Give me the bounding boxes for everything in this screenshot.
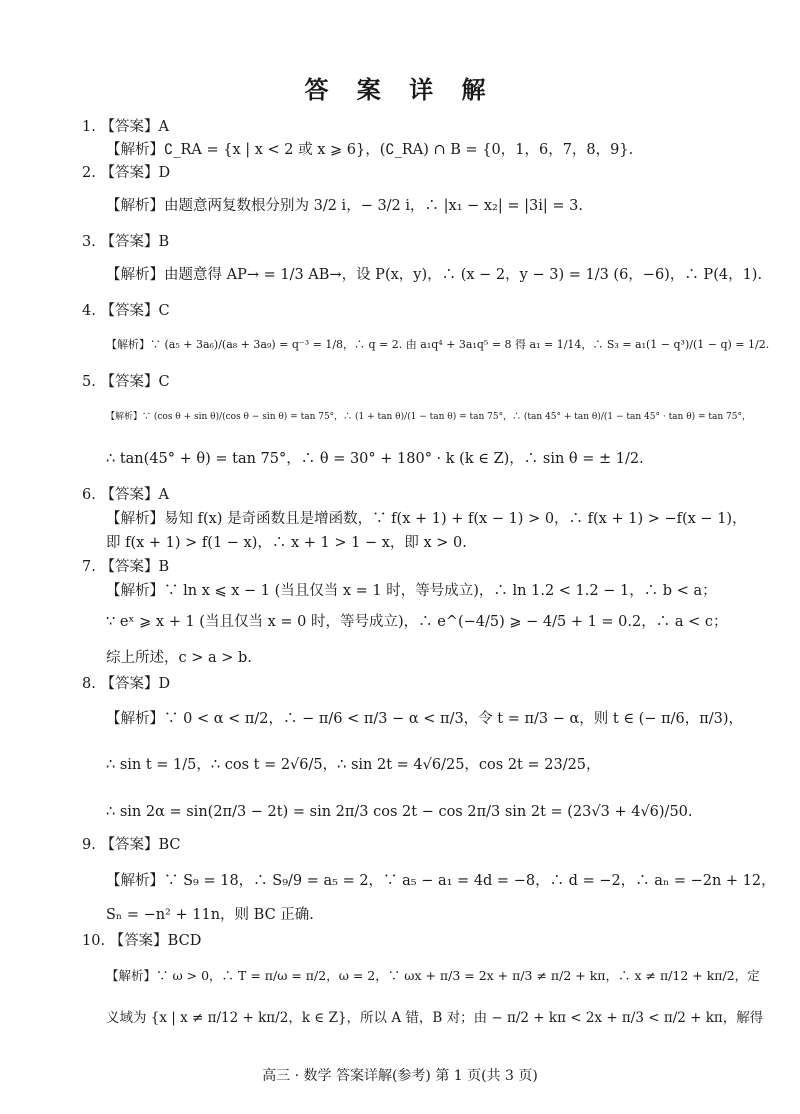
explanation-line: 【解析】∵ ln x ⩽ x − 1 (当且仅当 x = 1 时，等号成立)，∴ ln 1.2 < 1.2 − 1，∴ b < a； — [106, 583, 717, 599]
answer-line: 3. 【答案】B — [82, 234, 170, 250]
explanation-line: 【解析】由题意得 AP→ = 1/3 AB→，设 P(x，y)，∴ (x − 2，y − 3) = 1/3 (6，−6)，∴ P(4，1). — [106, 267, 763, 283]
explanation-line: 【解析】∵ (cos θ + sin θ)/(cos θ − sin θ) = tan 75°，∴ (1 + tan θ)/(1 − tan θ) = tan 75°，∴ (tan 45° + tan θ)/(1 − tan 45° · tan θ) = tan 75°， — [106, 412, 751, 422]
explanation-line: 【解析】由题意两复数根分别为 3/2 i，− 3/2 i，∴ |x₁ − x₂| = |3i| = 3. — [106, 198, 583, 214]
explanation-line: ∴ tan(45° + θ) = tan 75°，∴ θ = 30° + 180° · k (k ∈ Z)，∴ sin θ = ± 1/2. — [106, 451, 644, 467]
answer-line: 7. 【答案】B — [82, 559, 170, 575]
page-footer: 高三 · 数学 答案详解(参考) 第 1 页(共 3 页) — [262, 1068, 538, 1084]
answer-line: 4. 【答案】C — [82, 303, 170, 319]
explanation-line: 【解析】∵ 0 < α < π/2，∴ − π/6 < π/3 − α < π/3，令 t = π/3 − α，则 t ∈ (− π/6，π/3)， — [106, 711, 744, 727]
answer-line: 5. 【答案】C — [82, 374, 170, 390]
explanation-line: 【解析】∵ S₉ = 18，∴ S₉/9 = a₅ = 2，∵ a₅ − a₁ = 4d = −8，∴ d = −2，∴ aₙ = −2n + 12， — [106, 873, 776, 889]
page-title: 答 案 详 解 — [304, 76, 496, 104]
explanation-line: 【解析】∵ (a₅ + 3a₆)/(a₈ + 3a₉) = q⁻³ = 1/8，∴ q = 2. 由 a₁q⁴ + 3a₁q⁵ = 8 得 a₁ = 1/14，∴ S₃ = a₁(1 − q³)/(1 − q) = 1/2. — [106, 338, 770, 351]
answer-line: 6. 【答案】A — [82, 487, 169, 503]
explanation-line: ∵ eˣ ⩾ x + 1 (当且仅当 x = 0 时，等号成立)，∴ e^(−4/5) ⩾ − 4/5 + 1 = 0.2，∴ a < c； — [106, 614, 728, 630]
explanation-line: 义域为 {x | x ≠ π/12 + kπ/2，k ∈ Z}，所以 A 错，B 对；由 − π/2 + kπ < 2x + π/3 < π/2 + kπ，解得 — [106, 1010, 764, 1026]
answer-line: 9. 【答案】BC — [82, 837, 181, 853]
explanation-line: 综上所述，c > a > b. — [106, 650, 252, 666]
answer-line: 2. 【答案】D — [82, 165, 171, 181]
explanation-line: 【解析】易知 f(x) 是奇函数且是增函数，∵ f(x + 1) + f(x − 1) > 0，∴ f(x + 1) > −f(x − 1)， — [106, 511, 747, 527]
answer-line: 10. 【答案】BCD — [82, 933, 202, 949]
answer-line: 8. 【答案】D — [82, 676, 171, 692]
explanation-line: ∴ sin 2α = sin(2π/3 − 2t) = sin 2π/3 cos 2t − cos 2π/3 sin 2t = (23√3 + 4√6)/50. — [106, 804, 693, 820]
explanation-line: ∴ sin t = 1/5，∴ cos t = 2√6/5，∴ sin 2t = 4√6/25，cos 2t = 23/25， — [106, 757, 601, 773]
explanation-line: Sₙ = −n² + 11n，则 BC 正确. — [106, 907, 314, 923]
explanation-line: 【解析】∁_RA = {x | x < 2 或 x ⩾ 6}，(∁_RA) ∩ B = {0，1，6，7，8，9}. — [106, 142, 634, 158]
answer-line: 1. 【答案】A — [82, 119, 169, 135]
explanation-line: 【解析】∵ ω > 0，∴ T = π/ω = π/2，ω = 2，∵ ωx + π/3 = 2x + π/3 ≠ π/2 + kπ，∴ x ≠ π/12 + kπ/2，定 — [106, 968, 760, 983]
explanation-line: 即 f(x + 1) > f(1 − x)，∴ x + 1 > 1 − x，即 x > 0. — [106, 535, 467, 551]
